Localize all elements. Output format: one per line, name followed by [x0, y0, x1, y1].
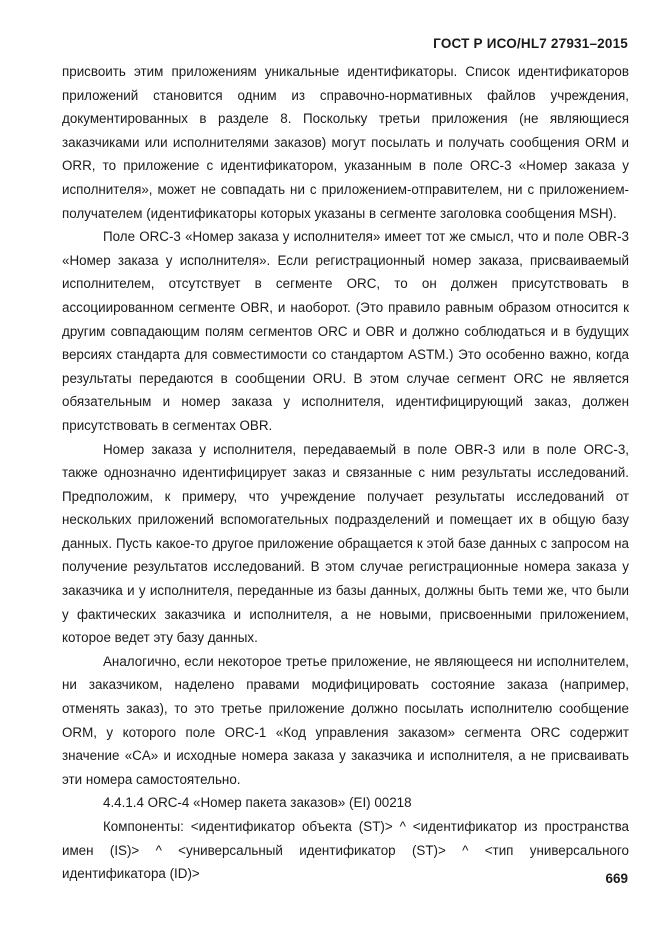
document-header: ГОСТ Р ИСО/HL7 27931–2015 — [433, 36, 628, 51]
paragraph-1: присвоить этим приложениям уникальные идентификаторы. Список идентификаторов приложений становится одним из справочно-нормативных файлов учреждения, документированных в разделе 8. Поскольку третьи приложения (не являющиеся заказчиками или исполнителями заказов) могут посылать и получать сообщения ORM и ORR, то приложение с идентификатором, указанным в поле ORC-3 «Номер заказа у исполнителя», может не совпадать ни с приложением-отправителем, ни с приложением-получателем (идентификаторы которых указаны в сегменте заголовка сообщения MSH). — [62, 64, 629, 221]
document-body — [62, 60, 629, 886]
paragraph-2: Поле ORC-3 «Номер заказа у исполнителя» имеет тот же смысл, что и поле OBR-3 «Номер заказа у исполнителя». Если регистрационный номер заказа, присваиваемый исполнителем, отсутствует в сегменте ORC, то он должен присутствовать в ассоциированном сегменте OBR, и наоборот. (Это правило равным образом относится к другим совпадающим полям сегментов ORC и OBR и должно соблюдаться и в будущих версиях стандарта для совместимости со стандартом ASTM.) Это особенно важно, когда результаты передаются в сообщении ORU. В этом случае сегмент ORC не является обязательным и номер заказа у исполнителя, идентифицирующий заказ, должен присутствовать в сегментах OBR. — [62, 229, 629, 433]
paragraph-components: Компоненты: <идентификатор объекта (ST)> ^ <идентификатор из пространства имен (IS)> ^ <универсальный идентификатор (ST)> ^ <тип универсального идентификатора (ID)> — [62, 819, 629, 882]
section-heading: 4.4.1.4 ORC-4 «Номер пакета заказов» (EI) 00218 — [103, 795, 412, 811]
paragraph-3: Номер заказа у исполнителя, передаваемый в поле OBR-3 или в поле ORC-3, также однозначно идентифицирует заказ и связанные с ним результаты исследований. Предположим, к примеру, что учреждение получает результаты исследований от нескольких приложений вспомогательных подразделений и помещает их в общую базу данных. Пусть какое-то другое приложение обращается к этой базе данных с запросом на получение результатов исследований. В этом случае регистрационные номера заказа у заказчика и у исполнителя, переданные из базы данных, должны быть теми же, что были у фактических заказчика и исполнителя, а не новыми, присвоенными приложением, которое ведет эту базу данных. — [62, 441, 629, 646]
paragraph-4: Аналогично, если некоторое третье приложение, не являющееся ни исполнителем, ни заказчиком, наделено правами модифицировать состояние заказа (например, отменять заказ), то это третье приложение должно посылать исполнителю сообщение ORM, у которого поле ORC-1 «Код управления заказом» сегмента ORC содержит значение «CA» и исходные номера заказа у заказчика и исполнителя, а не присваивать эти номера самостоятельно. — [62, 653, 629, 787]
page-number: 669 — [605, 871, 628, 886]
